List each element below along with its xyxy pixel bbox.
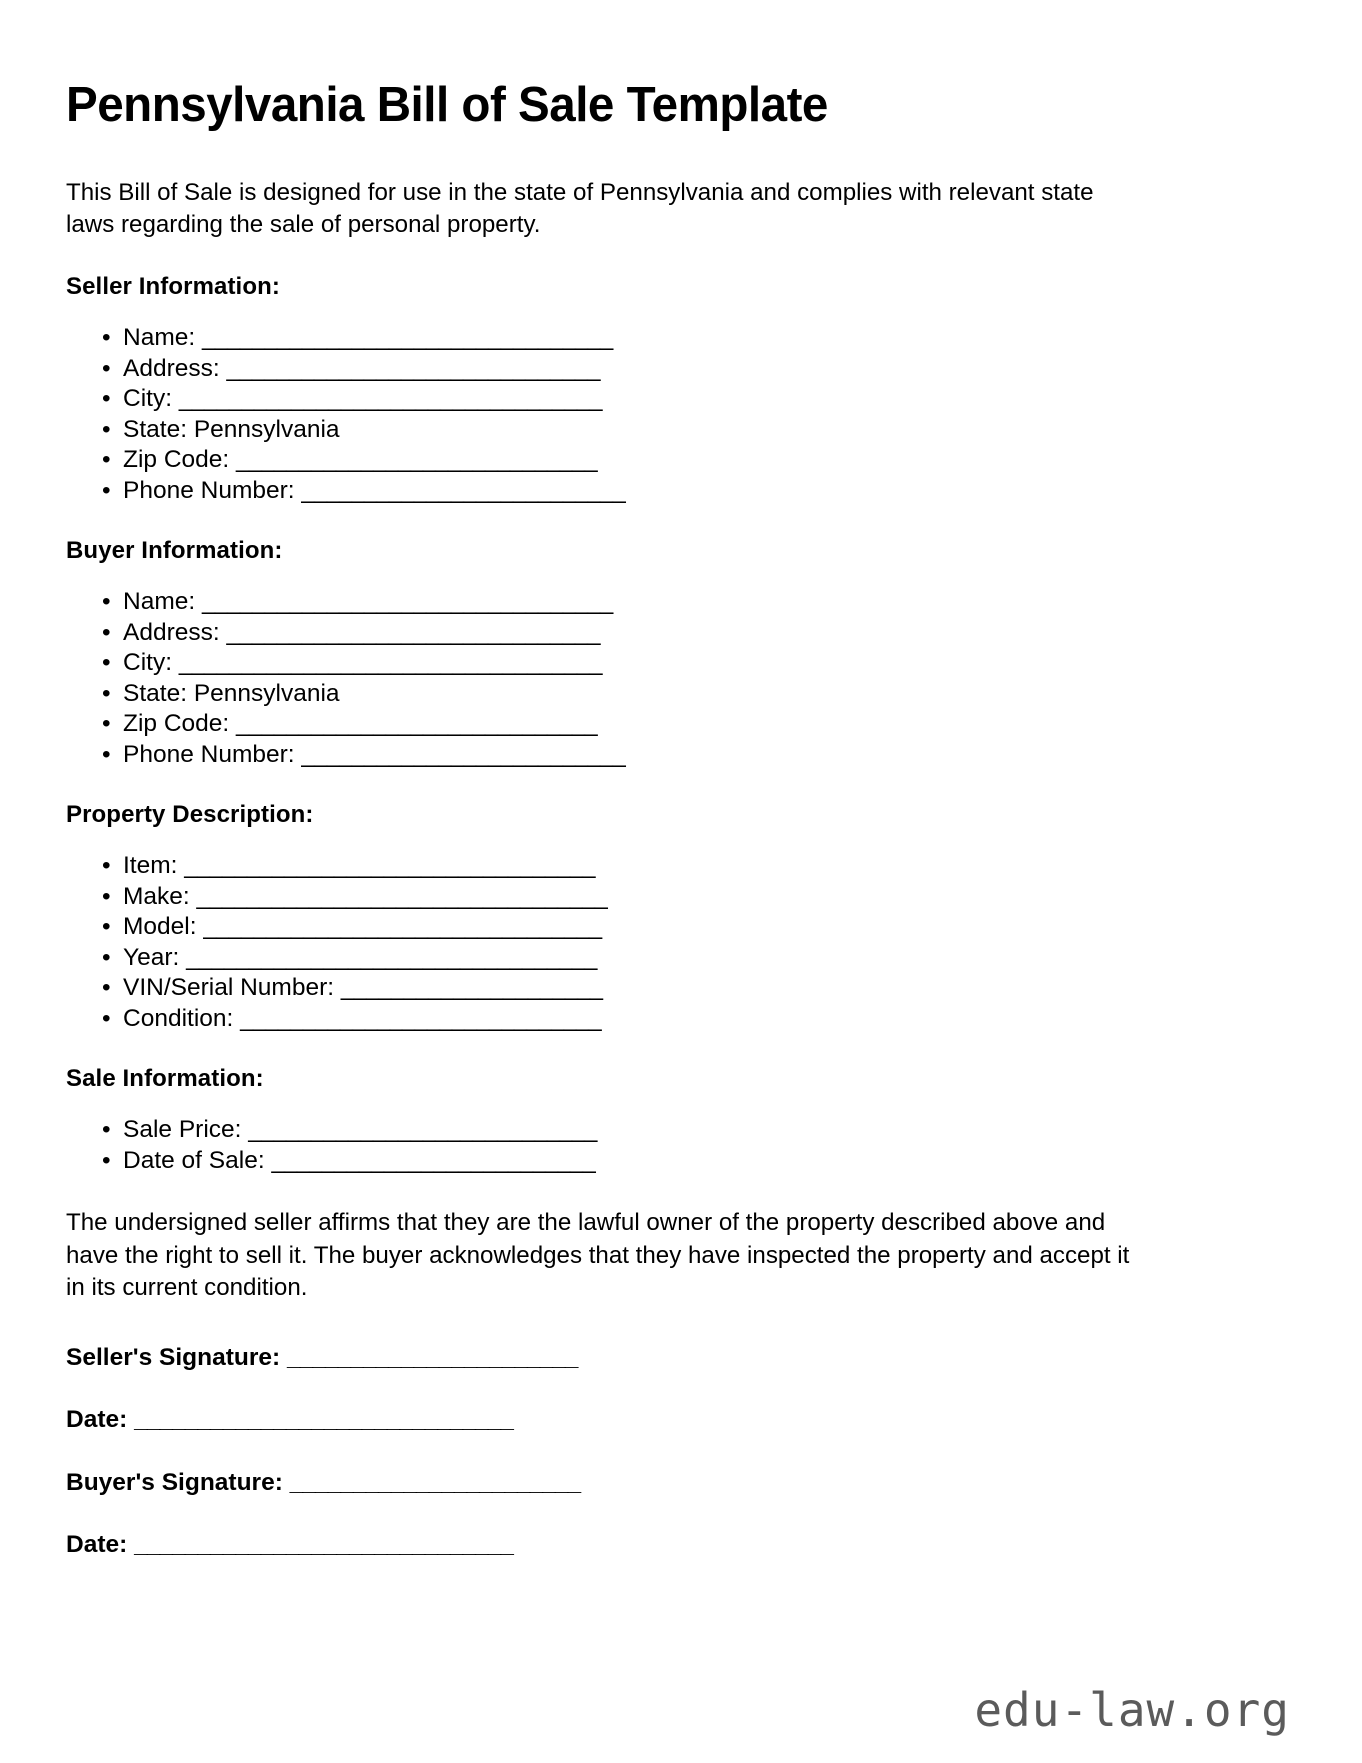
field-label: Address: bbox=[123, 354, 220, 382]
list-item bbox=[66, 709, 1296, 740]
bullet-icon: • bbox=[102, 974, 111, 1002]
list-item bbox=[66, 943, 1296, 974]
list-item bbox=[66, 1146, 1296, 1177]
field-label: Phone Number: bbox=[123, 476, 295, 504]
fill-in-blank[interactable]: _____________________________ bbox=[236, 446, 597, 474]
bullet-icon: • bbox=[102, 354, 111, 382]
bullet-icon: • bbox=[102, 1146, 111, 1174]
list-item bbox=[66, 323, 1296, 354]
section-heading-property: Property Description: bbox=[66, 801, 314, 829]
field-label: City: bbox=[123, 649, 172, 677]
field-label: Condition: bbox=[123, 1004, 234, 1032]
section-heading-buyer: Buyer Information: bbox=[66, 537, 283, 565]
seller-date-blank[interactable]: ______________________________ bbox=[134, 1406, 513, 1434]
bullet-icon: • bbox=[102, 385, 111, 413]
field-label: Sale Price: bbox=[123, 1116, 242, 1144]
bullet-icon: • bbox=[102, 415, 111, 443]
list-item bbox=[66, 476, 1296, 507]
bullet-icon: • bbox=[102, 943, 111, 971]
intro-paragraph: This Bill of Sale is designed for use in the state of Pennsylvania and complies with relevant state laws regarding the sale of personal property. bbox=[66, 178, 1094, 239]
buyer-date-label: Date: bbox=[66, 1530, 128, 1558]
field-label: Model: bbox=[123, 913, 197, 941]
bullet-icon: • bbox=[102, 618, 111, 646]
page-title: Pennsylvania Bill of Sale Template bbox=[66, 78, 828, 132]
seller-signature-row bbox=[66, 1343, 1296, 1372]
bullet-icon: • bbox=[102, 913, 111, 941]
sale-field-list bbox=[66, 1115, 1296, 1176]
bullet-icon: • bbox=[102, 710, 111, 738]
field-label: Name: bbox=[123, 324, 196, 352]
property-field-list bbox=[66, 851, 1296, 1034]
bullet-icon: • bbox=[102, 446, 111, 474]
fill-in-blank[interactable]: ______________________________ bbox=[226, 618, 600, 646]
fill-in-blank[interactable]: _________________________________ bbox=[201, 588, 613, 616]
list-item bbox=[66, 648, 1296, 679]
fill-in-blank[interactable]: __________________________ bbox=[301, 740, 625, 768]
field-label: Zip Code: bbox=[123, 446, 230, 474]
list-item bbox=[66, 1004, 1296, 1035]
bullet-icon: • bbox=[102, 882, 111, 910]
field-label: Name: bbox=[123, 588, 196, 616]
fill-in-blank[interactable]: ______________________________ bbox=[226, 354, 600, 382]
bullet-icon: • bbox=[102, 852, 111, 880]
list-item bbox=[66, 973, 1296, 1004]
field-label: State: Pennsylvania bbox=[123, 679, 340, 707]
buyer-date-blank[interactable]: ______________________________ bbox=[134, 1530, 513, 1558]
list-item bbox=[66, 679, 1296, 710]
fill-in-blank[interactable]: _____________________ bbox=[340, 974, 602, 1002]
bullet-icon: • bbox=[102, 324, 111, 352]
bullet-icon: • bbox=[102, 740, 111, 768]
list-item bbox=[66, 445, 1296, 476]
field-label: VIN/Serial Number: bbox=[123, 974, 335, 1002]
fill-in-blank[interactable]: _________________________________ bbox=[201, 324, 613, 352]
site-watermark: edu-law.org bbox=[974, 1683, 1290, 1737]
list-item bbox=[66, 354, 1296, 385]
bullet-icon: • bbox=[102, 476, 111, 504]
field-label: Address: bbox=[123, 618, 220, 646]
fill-in-blank[interactable]: _____________________________ bbox=[236, 710, 597, 738]
bullet-icon: • bbox=[102, 649, 111, 677]
fill-in-blank[interactable]: _____________________________ bbox=[240, 1004, 601, 1032]
seller-field-list bbox=[66, 323, 1296, 506]
section-heading-sale: Sale Information: bbox=[66, 1065, 264, 1093]
field-label: Year: bbox=[123, 943, 180, 971]
buyer-field-list bbox=[66, 587, 1296, 770]
fill-in-blank[interactable]: _________________________________ bbox=[196, 882, 607, 910]
signature-block bbox=[66, 1343, 1296, 1560]
bullet-icon: • bbox=[102, 1004, 111, 1032]
field-label: Date of Sale: bbox=[123, 1146, 265, 1174]
list-item bbox=[66, 882, 1296, 913]
buyer-signature-label: Buyer's Signature: bbox=[66, 1468, 283, 1496]
buyer-signature-row bbox=[66, 1468, 1296, 1497]
list-item bbox=[66, 587, 1296, 618]
list-item bbox=[66, 912, 1296, 943]
seller-signature-blank[interactable]: _______________________ bbox=[286, 1343, 578, 1371]
buyer-signature-blank[interactable]: _______________________ bbox=[289, 1468, 581, 1496]
fill-in-blank[interactable]: ________________________________ bbox=[203, 913, 601, 941]
bullet-icon: • bbox=[102, 679, 111, 707]
list-item bbox=[66, 415, 1296, 446]
fill-in-blank[interactable]: __________________________________ bbox=[178, 649, 602, 677]
bullet-icon: • bbox=[102, 1116, 111, 1144]
section-heading-seller: Seller Information: bbox=[66, 273, 280, 301]
fill-in-blank[interactable]: __________________________ bbox=[271, 1146, 595, 1174]
field-label: Zip Code: bbox=[123, 710, 230, 738]
seller-date-label: Date: bbox=[66, 1406, 128, 1434]
field-label: Phone Number: bbox=[123, 740, 295, 768]
bullet-icon: • bbox=[102, 588, 111, 616]
seller-date-row bbox=[66, 1405, 1296, 1434]
fill-in-blank[interactable]: _________________________________ bbox=[184, 852, 595, 880]
field-label: City: bbox=[123, 385, 172, 413]
fill-in-blank[interactable]: __________________________________ bbox=[178, 385, 602, 413]
list-item bbox=[66, 740, 1296, 771]
fill-in-blank[interactable]: ____________________________ bbox=[248, 1116, 597, 1144]
list-item bbox=[66, 384, 1296, 415]
list-item bbox=[66, 1115, 1296, 1146]
list-item bbox=[66, 851, 1296, 882]
field-label: Item: bbox=[123, 852, 178, 880]
list-item bbox=[66, 618, 1296, 649]
field-label: Make: bbox=[123, 882, 190, 910]
fill-in-blank[interactable]: __________________________ bbox=[301, 476, 625, 504]
buyer-date-row bbox=[66, 1530, 1296, 1559]
field-label: State: Pennsylvania bbox=[123, 415, 340, 443]
seller-signature-label: Seller's Signature: bbox=[66, 1343, 281, 1371]
affirmation-paragraph: The undersigned seller affirms that they are the lawful owner of the property described above and have the right to sell it. The buyer acknowledges that they have inspected the property and accept it in its current condition. bbox=[66, 1209, 1130, 1302]
fill-in-blank[interactable]: _________________________________ bbox=[186, 943, 597, 971]
